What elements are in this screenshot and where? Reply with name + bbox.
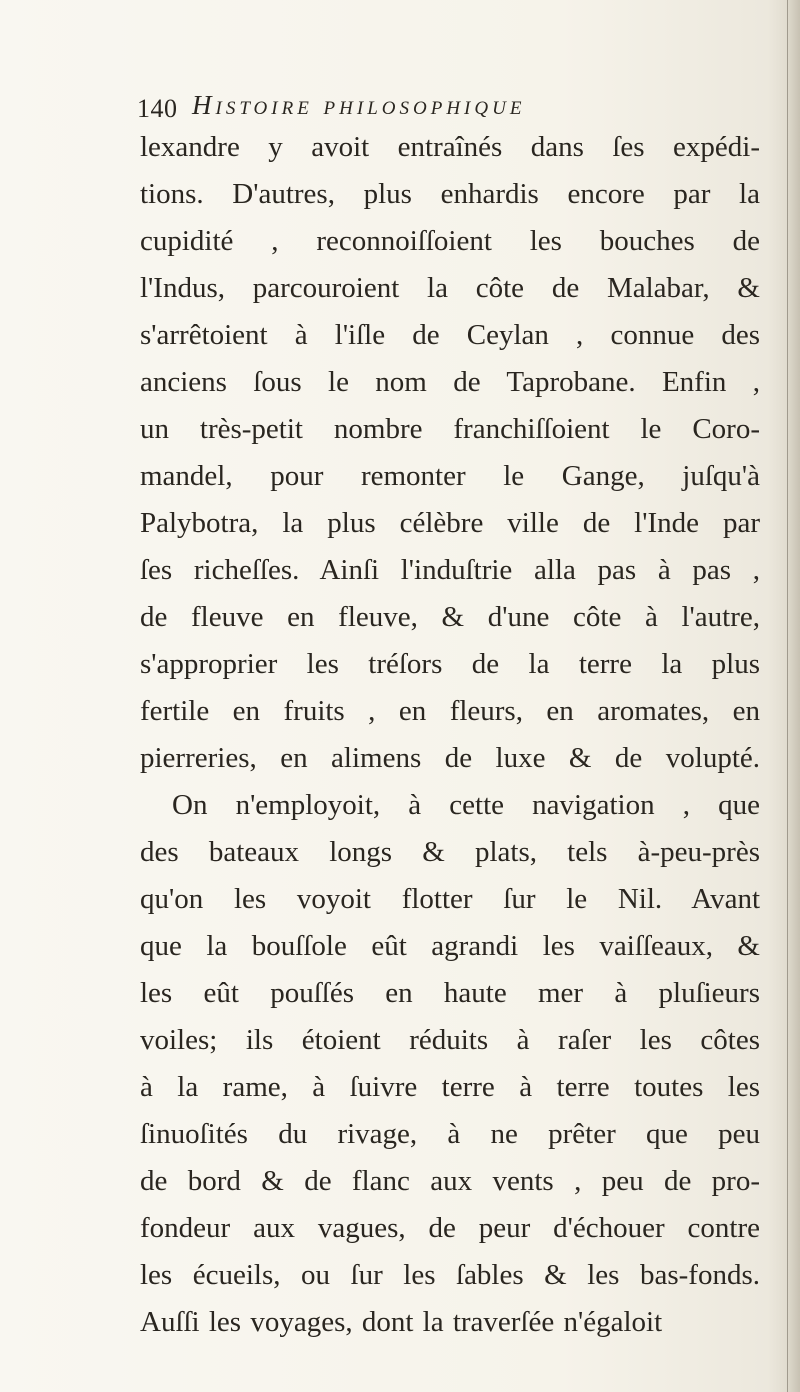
text-line: s'arrêtoient à l'iſle de Ceylan , connue des: [140, 319, 760, 351]
text-line: cupidité , reconnoiſſoient les bouches de: [140, 225, 760, 257]
text-line: tions. D'autres, plus enhardis encore par la: [140, 178, 760, 210]
running-head: [137, 88, 697, 128]
text-line: ſinuoſités du rivage, à ne prêter que peu: [140, 1118, 760, 1150]
text-line: fondeur aux vagues, de peur d'échouer contre: [140, 1212, 760, 1244]
page-edge-line: [787, 0, 788, 1392]
text-line: fertile en fruits , en fleurs, en aromates, en: [140, 695, 760, 727]
body-text: [140, 124, 760, 1346]
text-line: mandel, pour remonter le Gange, juſqu'à: [140, 460, 760, 492]
text-line: anciens ſous le nom de Taprobane. Enfin ,: [140, 366, 760, 398]
page-edge-shadow: [786, 0, 800, 1392]
text-line: de bord & de flanc aux vents , peu de pro-: [140, 1165, 760, 1197]
text-line: s'approprier les tréſors de la terre la plus: [140, 648, 760, 680]
page-number: 140: [137, 94, 178, 123]
text-line: les eût pouſſés en haute mer à pluſieurs: [140, 977, 760, 1009]
paragraph-start-line: On n'employoit, à cette navigation , que: [172, 789, 760, 821]
text-line: ſes richeſſes. Ainſi l'induſtrie alla pas à pas ,: [140, 554, 760, 586]
text-line: pierreries, en alimens de luxe & de volupté.: [140, 742, 760, 774]
text-line: de fleuve en fleuve, & d'une côte à l'autre,: [140, 601, 760, 633]
text-line: un très-petit nombre franchiſſoient le Coro-: [140, 413, 760, 445]
text-line: à la rame, à ſuivre terre à terre toutes les: [140, 1071, 760, 1103]
running-title: Histoire philosophique: [192, 90, 526, 120]
text-line: Palybotra, la plus célèbre ville de l'Inde par: [140, 507, 760, 539]
text-line: voiles; ils étoient réduits à raſer les côtes: [140, 1024, 760, 1056]
text-line: l'Indus, parcouroient la côte de Malabar, &: [140, 272, 760, 304]
text-line: que la bouſſole eût agrandi les vaiſſeaux, &: [140, 930, 760, 962]
text-line: des bateaux longs & plats, tels à-peu-près: [140, 836, 760, 868]
text-line: qu'on les voyoit flotter ſur le Nil. Avant: [140, 883, 760, 915]
text-line: lexandre y avoit entraînés dans ſes expédi-: [140, 131, 760, 163]
text-line: Auſſi les voyages, dont la traverſée n'égaloit: [140, 1306, 663, 1338]
text-line: les écueils, ou ſur les ſables & les bas-fonds.: [140, 1259, 760, 1291]
